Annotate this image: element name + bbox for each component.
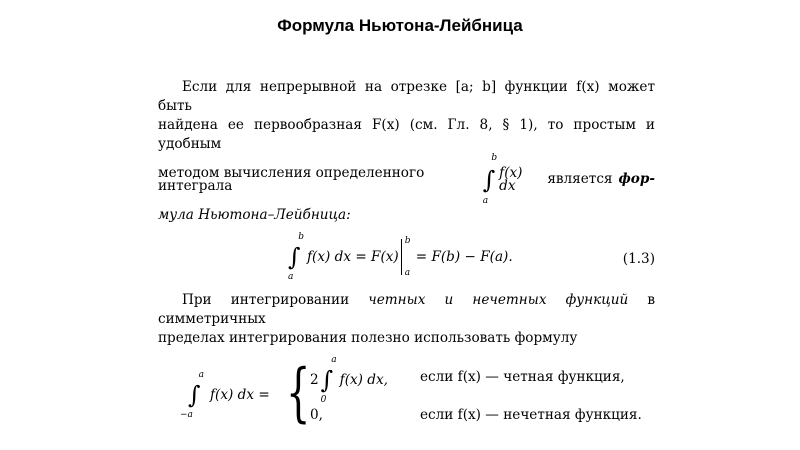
integral-lower-limit: 0 xyxy=(320,394,327,405)
text-line xyxy=(158,291,655,329)
equation-newton-leibniz xyxy=(158,233,655,287)
text-fragment: При интегрировании xyxy=(182,292,350,309)
integral-symbol-icon: ∫ xyxy=(188,381,201,410)
integral-lower-limit: −a xyxy=(180,409,193,420)
emphasized-text: нечетных функций xyxy=(472,292,629,309)
equation-number: (1.3) xyxy=(622,251,655,268)
textbook-excerpt xyxy=(158,78,655,436)
evaluation-bar xyxy=(401,236,416,278)
text-fragment: является xyxy=(547,171,613,188)
integral-upper-limit: a xyxy=(331,355,337,366)
text-line-with-integral xyxy=(158,153,655,207)
equation-lhs: f(x) dx = F(x) xyxy=(307,248,399,265)
case-coefficient: 2 xyxy=(310,371,319,388)
left-brace-icon: { xyxy=(286,356,311,431)
integral-sign xyxy=(319,355,337,405)
text-fragment: в симметричных xyxy=(158,292,656,328)
case-condition: если f(x) — нечетная функция. xyxy=(420,407,642,424)
paragraph-newton-leibniz-intro xyxy=(158,78,655,225)
equation-lhs xyxy=(180,370,270,420)
text-line: Если для непрерывной на отрезке [a; b] функции f(x) может быть xyxy=(158,79,655,115)
eval-upper-limit: b xyxy=(404,236,411,247)
integral-sign xyxy=(180,370,204,420)
equation-body xyxy=(286,232,513,282)
case-condition: если f(x) — четная функция, xyxy=(420,369,625,386)
slide-title: Формула Ньютона-Лейбница xyxy=(277,16,523,35)
integral-upper-limit: b xyxy=(298,232,304,243)
case-even xyxy=(310,355,388,405)
emphasized-text: четных xyxy=(368,292,426,309)
emphasized-text: мула Ньютона–Лейбница: xyxy=(158,207,351,224)
integral-symbol-icon: ∫ xyxy=(482,166,496,195)
integral-lower-limit: a xyxy=(288,271,294,282)
integral-upper-limit: b xyxy=(491,153,498,164)
paragraph-symmetric-limits xyxy=(158,291,655,348)
emphasized-text: и xyxy=(444,292,454,309)
equation-rhs: = F(b) − F(a). xyxy=(415,248,513,265)
case-expression: f(x) dx, xyxy=(339,371,388,388)
integral-upper-limit: a xyxy=(198,370,204,381)
integral-symbol-icon: ∫ xyxy=(288,243,301,272)
integrand: f(x) dx xyxy=(499,164,523,195)
equation-symmetric-integral xyxy=(158,355,655,436)
text-line: пределах интегрирования полезно использовать формулу xyxy=(158,330,578,347)
integral-sign xyxy=(286,232,304,282)
integral-symbol-icon: ∫ xyxy=(320,366,334,395)
text-line: найдена ее первообразная F(x) (см. Гл. 8, § 1), то простым и удобным xyxy=(158,117,655,153)
case-odd-expression: 0, xyxy=(310,407,323,424)
equation-lhs-expr: f(x) dx = xyxy=(210,386,270,403)
integral-sign xyxy=(481,153,498,207)
eval-lower-limit: a xyxy=(404,267,411,278)
emphasized-text: фор- xyxy=(618,171,655,188)
integral-lower-limit: a xyxy=(482,196,489,207)
text-fragment: методом вычисления определенного интеграла xyxy=(158,164,425,195)
